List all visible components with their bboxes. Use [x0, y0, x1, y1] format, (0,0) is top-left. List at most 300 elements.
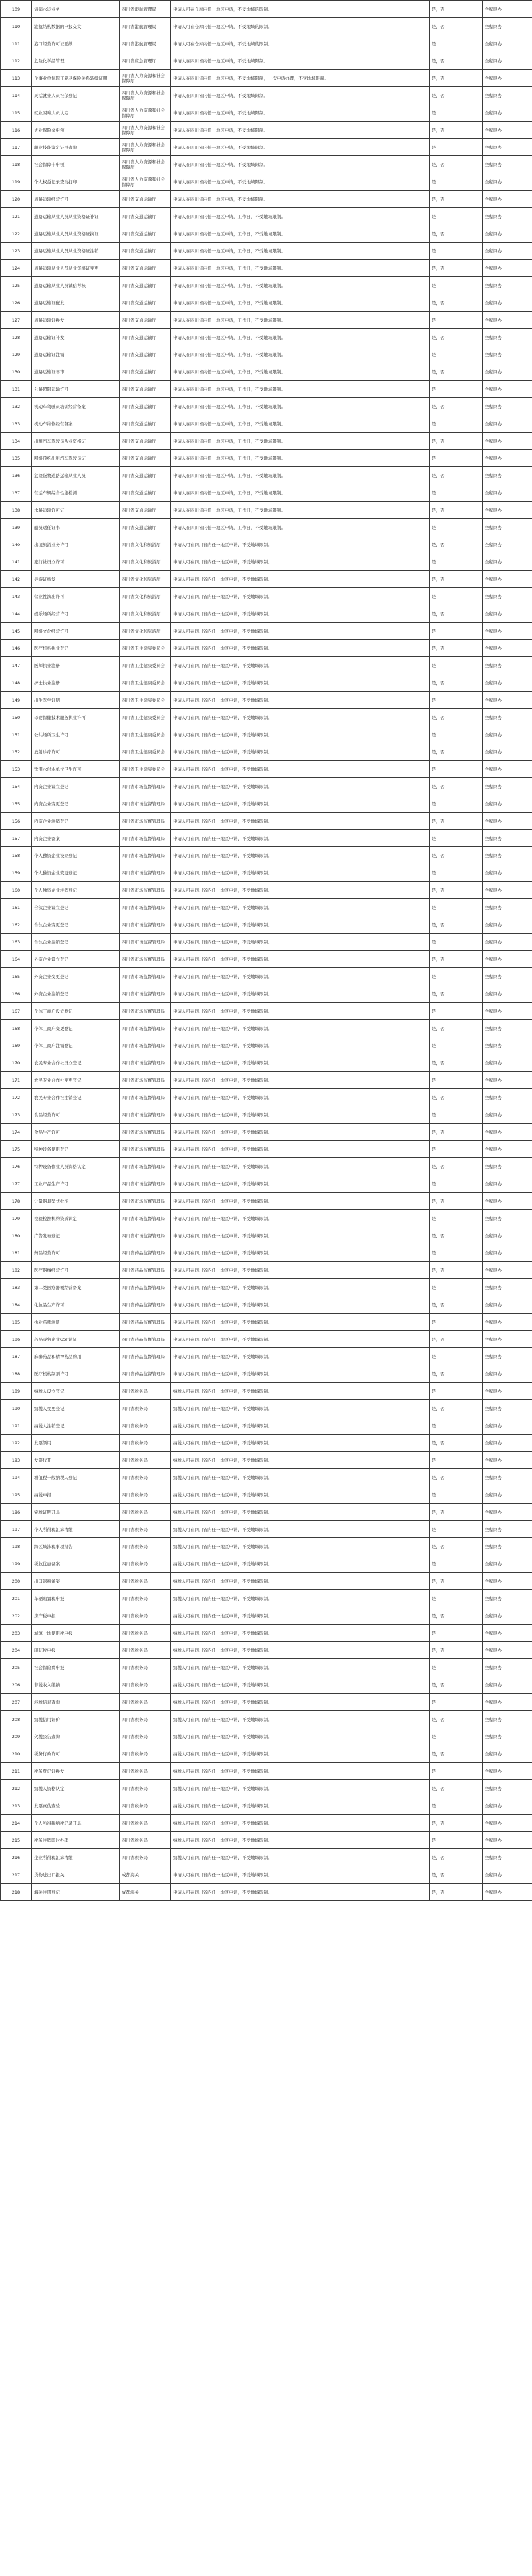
table-cell-empty: [368, 363, 430, 381]
table-cell-scope: 是: [430, 1417, 483, 1435]
table-cell-empty: [368, 1365, 430, 1383]
table-cell-req: 申请人可在四川省内任一地区申请，不受地域限制。: [171, 1279, 368, 1296]
table-cell-item: 道路运输从业人员从业资格证注销: [32, 243, 120, 260]
table-cell-empty: [368, 1711, 430, 1728]
table-row: [1, 1573, 532, 1590]
table-cell-no: 118: [1, 156, 32, 173]
table-cell-dept: 四川省税务局: [120, 1745, 171, 1763]
table-cell-item: 海关注册登记: [32, 1884, 120, 1901]
table-cell-no: 216: [1, 1849, 32, 1866]
table-cell-req: 申请人在四川省内任一地区申请，工作日，不受地域限制。: [171, 433, 368, 450]
table-cell-time: 全程网办: [483, 536, 532, 553]
table-cell-no: 185: [1, 1314, 32, 1331]
table-cell-no: 202: [1, 1607, 32, 1625]
table-cell-no: 209: [1, 1728, 32, 1745]
table-cell-req: 申请人在四川省内任一地区申请，工作日，不受地域限制。: [171, 312, 368, 329]
table-cell-dept: 四川省市场监督管理局: [120, 1158, 171, 1175]
table-cell-time: 全程网办: [483, 899, 532, 916]
table-cell-time: 全程网办: [483, 260, 532, 277]
table-cell-dept: 四川省市场监督管理局: [120, 847, 171, 864]
table-cell-dept: 四川省应急管理厅: [120, 52, 171, 70]
table-row: [1, 1054, 532, 1072]
table-cell-item: 公共场所卫生许可: [32, 726, 120, 743]
table-cell-no: 159: [1, 864, 32, 882]
table-cell-req: 申请人可在四川省内任一地区申请，不受地域限制。: [171, 1054, 368, 1072]
table-cell-dept: 四川省卫生健康委员会: [120, 674, 171, 692]
table-cell-req: 申请人可在四川省内任一地区申请，不受地域限制。: [171, 553, 368, 571]
table-cell-time: 全程网办: [483, 312, 532, 329]
table-cell-no: 130: [1, 363, 32, 381]
table-cell-req: 申请人在四川省内任一地区申请，不受地域限制。: [171, 156, 368, 173]
table-cell-no: 170: [1, 1054, 32, 1072]
table-cell-no: 203: [1, 1625, 32, 1642]
table-cell-empty: [368, 951, 430, 968]
table-cell-req: 申请人可在四川省内任一地区申请，不受地域限制。: [171, 1331, 368, 1348]
table-cell-req: 申请人在四川省内任一地区申请，工作日，不受地域限制。: [171, 346, 368, 363]
table-row: [1, 1037, 532, 1054]
table-cell-dept: 四川省税务局: [120, 1797, 171, 1815]
table-cell-time: 全程网办: [483, 1849, 532, 1866]
table-row: [1, 467, 532, 484]
table-cell-dept: 四川省市场监督管理局: [120, 830, 171, 847]
table-cell-dept: 四川省卫生健康委员会: [120, 657, 171, 674]
table-row: [1, 1745, 532, 1763]
table-cell-empty: [368, 104, 430, 122]
table-cell-req: 申请人在四川省内任一地区申请，工作日，不受地域限制。: [171, 467, 368, 484]
table-cell-req: 申请人在四川省内任一地区申请，工作日，不受地域限制。: [171, 260, 368, 277]
table-cell-dept: 成都海关: [120, 1866, 171, 1884]
table-cell-dept: 四川省文化和旅游厅: [120, 588, 171, 605]
table-cell-no: 184: [1, 1296, 32, 1314]
table-cell-time: 全程网办: [483, 1486, 532, 1504]
table-cell-empty: [368, 899, 430, 916]
table-row: [1, 1607, 532, 1625]
table-cell-req: 申请人可在四川省内任一地区申请，不受地域限制。: [171, 726, 368, 743]
table-row: [1, 1866, 532, 1884]
table-cell-scope: 是，否: [430, 674, 483, 692]
table-row: [1, 1797, 532, 1815]
table-cell-item: 船员适任证书: [32, 519, 120, 536]
table-row: [1, 1417, 532, 1435]
table-cell-dept: 四川省交通运输厅: [120, 398, 171, 415]
table-cell-dept: 四川省人力资源和社会保障厅: [120, 173, 171, 191]
table-cell-item: 道路运输证补发: [32, 329, 120, 346]
table-cell-no: 128: [1, 329, 32, 346]
table-cell-req: 申请人可在四川省内任一地区申请，不受地域限制。: [171, 657, 368, 674]
table-cell-scope: 是: [430, 208, 483, 225]
table-cell-empty: [368, 1849, 430, 1866]
table-cell-scope: 是: [430, 1279, 483, 1296]
table-cell-req: 申请人可在四川省内任一地区申请，不受地域限制。: [171, 1884, 368, 1901]
table-cell-dept: 四川省税务局: [120, 1538, 171, 1555]
table-cell-time: 全程网办: [483, 1383, 532, 1400]
table-cell-empty: [368, 433, 430, 450]
table-cell-req: 申请人可在四川省内任一地区申请，不受地域限制。: [171, 1348, 368, 1365]
table-cell-scope: 是，否: [430, 329, 483, 346]
table-cell-req: 申请人在四川省内任一地区申请，不受地域限制，一次申请办理，不受地域限制。: [171, 70, 368, 87]
table-cell-scope: 是，否: [430, 1884, 483, 1901]
table-cell-time: 全程网办: [483, 1279, 532, 1296]
table-cell-item: 道路运输从业人员从业资格证补证: [32, 208, 120, 225]
table-cell-item: 出境旅游业务许可: [32, 536, 120, 553]
table-cell-empty: [368, 571, 430, 588]
table-cell-empty: [368, 277, 430, 294]
table-cell-scope: 是，否: [430, 536, 483, 553]
table-cell-scope: 是: [430, 1210, 483, 1227]
table-cell-req: 申请人在四川省内任一地区申请，工作日，不受地域限制。: [171, 277, 368, 294]
table-row: [1, 588, 532, 605]
table-cell-empty: [368, 191, 430, 208]
table-cell-scope: 是: [430, 1832, 483, 1849]
table-cell-dept: 四川省人力资源和社会保障厅: [120, 104, 171, 122]
table-cell-scope: 是，否: [430, 1089, 483, 1106]
table-cell-dept: 四川省税务局: [120, 1642, 171, 1659]
table-cell-empty: [368, 35, 430, 52]
table-cell-scope: 是，否: [430, 1504, 483, 1521]
table-row: [1, 761, 532, 778]
table-cell-scope: 是: [430, 1072, 483, 1089]
table-cell-item: 外资企业设立登记: [32, 951, 120, 968]
table-cell-req: 申请人可在四川省内任一地区申请，不受地域限制。: [171, 1314, 368, 1331]
table-cell-dept: 四川省税务局: [120, 1400, 171, 1417]
table-row: [1, 1383, 532, 1400]
table-cell-no: 117: [1, 139, 32, 156]
table-cell-no: 144: [1, 605, 32, 623]
table-row: [1, 346, 532, 363]
table-cell-req: 申请人在四川省内任一地区申请，工作日，不受地域限制。: [171, 329, 368, 346]
table-cell-scope: 是，否: [430, 1054, 483, 1072]
table-cell-dept: 四川省税务局: [120, 1607, 171, 1625]
table-row: [1, 294, 532, 312]
table-cell-no: 150: [1, 709, 32, 726]
table-cell-scope: 是: [430, 519, 483, 536]
table-row: [1, 951, 532, 968]
table-cell-no: 218: [1, 1884, 32, 1901]
table-cell-dept: 四川省税务局: [120, 1469, 171, 1486]
table-cell-time: 全程网办: [483, 657, 532, 674]
table-cell-empty: [368, 1745, 430, 1763]
table-row: [1, 1314, 532, 1331]
table-cell-empty: [368, 813, 430, 830]
table-cell-req: 纳税人可在四川省内任一地区申请，不受地域限制。: [171, 1590, 368, 1607]
table-cell-scope: 是，否: [430, 1296, 483, 1314]
table-cell-req: 申请人在四川省内任一地区申请，不受地域限制。: [171, 122, 368, 139]
table-cell-req: 申请人可在四川省内任一地区申请，不受地域限制。: [171, 1141, 368, 1158]
table-cell-scope: 是: [430, 1452, 483, 1469]
table-cell-scope: 是，否: [430, 1262, 483, 1279]
table-cell-item: 危险货物道路运输从业人员: [32, 467, 120, 484]
table-cell-no: 177: [1, 1175, 32, 1193]
table-cell-time: 全程网办: [483, 1694, 532, 1711]
table-cell-dept: 四川省市场监督管理局: [120, 795, 171, 813]
table-cell-no: 176: [1, 1158, 32, 1175]
table-cell-no: 180: [1, 1227, 32, 1244]
table-row: [1, 122, 532, 139]
table-cell-time: 全程网办: [483, 1728, 532, 1745]
table-cell-time: 全程网办: [483, 1866, 532, 1884]
table-cell-dept: 四川省税务局: [120, 1711, 171, 1728]
table-cell-scope: 是，否: [430, 398, 483, 415]
table-row: [1, 1365, 532, 1383]
table-cell-no: 194: [1, 1469, 32, 1486]
table-cell-time: 全程网办: [483, 294, 532, 312]
table-row: [1, 18, 532, 35]
table-cell-scope: 是: [430, 1244, 483, 1262]
table-cell-scope: 是，否: [430, 1020, 483, 1037]
table-cell-scope: 是: [430, 1521, 483, 1538]
table-row: [1, 433, 532, 450]
table-cell-time: 全程网办: [483, 1003, 532, 1020]
table-cell-empty: [368, 916, 430, 934]
table-cell-scope: 是: [430, 1555, 483, 1573]
table-row: [1, 502, 532, 519]
table-cell-time: 全程网办: [483, 1555, 532, 1573]
table-row: [1, 1849, 532, 1866]
table-cell-scope: 是，否: [430, 605, 483, 623]
table-cell-item: 道路运输证注销: [32, 346, 120, 363]
table-cell-scope: 是，否: [430, 847, 483, 864]
table-cell-no: 181: [1, 1244, 32, 1262]
table-cell-empty: [368, 1383, 430, 1400]
table-cell-scope: 是，否: [430, 502, 483, 519]
table-cell-no: 212: [1, 1780, 32, 1797]
table-cell-empty: [368, 1797, 430, 1815]
table-cell-scope: 是: [430, 139, 483, 156]
table-cell-scope: 是，否: [430, 225, 483, 243]
table-cell-scope: 是: [430, 761, 483, 778]
table-row: [1, 605, 532, 623]
table-cell-empty: [368, 1538, 430, 1555]
table-cell-req: 申请人可在四川省内任一地区申请，不受地域限制。: [171, 985, 368, 1003]
table-cell-scope: 是，否: [430, 1227, 483, 1244]
table-cell-req: 申请人可在四川省内任一地区申请，不受地域限制。: [171, 813, 368, 830]
table-cell-no: 163: [1, 934, 32, 951]
table-body: [1, 1, 532, 1901]
table-cell-req: 纳税人可在四川省内任一地区申请，不受地域限制。: [171, 1521, 368, 1538]
table-row: [1, 1728, 532, 1745]
table-cell-empty: [368, 882, 430, 899]
table-row: [1, 726, 532, 743]
table-cell-empty: [368, 87, 430, 104]
table-cell-req: 纳税人可在四川省内任一地区申请，不受地域限制。: [171, 1504, 368, 1521]
table-cell-dept: 四川省市场监督管理局: [120, 882, 171, 899]
table-row: [1, 1452, 532, 1469]
table-cell-item: 外资企业变更登记: [32, 968, 120, 985]
table-cell-item: 第二类医疗器械经营备案: [32, 1279, 120, 1296]
table-cell-no: 178: [1, 1193, 32, 1210]
table-cell-time: 全程网办: [483, 225, 532, 243]
table-row: [1, 1435, 532, 1452]
table-cell-scope: 是，否: [430, 1435, 483, 1452]
table-cell-dept: 四川省人力资源和社会保障厅: [120, 87, 171, 104]
table-cell-time: 全程网办: [483, 709, 532, 726]
table-row: [1, 277, 532, 294]
table-cell-dept: 四川省交通运输厅: [120, 363, 171, 381]
table-cell-no: 155: [1, 795, 32, 813]
table-cell-no: 190: [1, 1400, 32, 1417]
table-cell-req: 申请人可在四川省内任一地区申请，不受地域限制。: [171, 1037, 368, 1054]
table-cell-scope: 是: [430, 1314, 483, 1331]
table-cell-time: 全程网办: [483, 467, 532, 484]
table-row: [1, 553, 532, 571]
table-cell-item: 道路运输从业人员诚信考核: [32, 277, 120, 294]
table-cell-empty: [368, 795, 430, 813]
table-cell-item: 个人所得税汇算清缴: [32, 1521, 120, 1538]
table-cell-time: 全程网办: [483, 1763, 532, 1780]
table-cell-empty: [368, 1106, 430, 1124]
table-cell-item: 纳税申报: [32, 1486, 120, 1504]
table-row: [1, 1348, 532, 1365]
table-row: [1, 1262, 532, 1279]
table-cell-req: 纳税人可在四川省内任一地区申请，不受地域限制。: [171, 1780, 368, 1797]
table-cell-time: 全程网办: [483, 1262, 532, 1279]
table-cell-empty: [368, 588, 430, 605]
table-cell-time: 全程网办: [483, 208, 532, 225]
table-cell-dept: 四川省市场监督管理局: [120, 951, 171, 968]
table-cell-scope: 是，否: [430, 1745, 483, 1763]
table-cell-time: 全程网办: [483, 519, 532, 536]
table-cell-no: 162: [1, 916, 32, 934]
table-row: [1, 1676, 532, 1694]
table-cell-dept: 四川省药品监督管理局: [120, 1296, 171, 1314]
table-row: [1, 968, 532, 985]
table-cell-time: 全程网办: [483, 1158, 532, 1175]
table-cell-no: 146: [1, 640, 32, 657]
table-cell-empty: [368, 1607, 430, 1625]
table-cell-time: 全程网办: [483, 951, 532, 968]
table-cell-item: 道路运输证配发: [32, 294, 120, 312]
table-cell-dept: 四川省人力资源和社会保障厅: [120, 139, 171, 156]
table-cell-req: 申请人在四川省内任一地区申请，工作日，不受地域限制。: [171, 381, 368, 398]
table-cell-item: 就业困难人员认定: [32, 104, 120, 122]
table-cell-req: 纳税人可在四川省内任一地区申请，不受地域限制。: [171, 1625, 368, 1642]
table-cell-req: 申请人可在四川省内任一地区申请，不受地域限制。: [171, 1262, 368, 1279]
table-row: [1, 1625, 532, 1642]
table-cell-no: 213: [1, 1797, 32, 1815]
table-cell-empty: [368, 1763, 430, 1780]
table-cell-scope: 是，否: [430, 1573, 483, 1590]
table-row: [1, 899, 532, 916]
table-cell-no: 151: [1, 726, 32, 743]
table-cell-empty: [368, 1884, 430, 1901]
table-cell-empty: [368, 1054, 430, 1072]
table-cell-empty: [368, 1521, 430, 1538]
table-cell-req: 申请人在四川省内任一地区申请，工作日，不受地域限制。: [171, 225, 368, 243]
table-cell-time: 全程网办: [483, 502, 532, 519]
table-cell-no: 167: [1, 1003, 32, 1020]
table-cell-req: 申请人可在四川省内任一地区申请，不受地域限制。: [171, 1124, 368, 1141]
table-cell-empty: [368, 1573, 430, 1590]
table-cell-item: 港口经营许可证延续: [32, 35, 120, 52]
table-cell-empty: [368, 1141, 430, 1158]
table-cell-empty: [368, 139, 430, 156]
table-cell-item: 个人独资企业设立登记: [32, 847, 120, 864]
table-cell-time: 全程网办: [483, 1037, 532, 1054]
table-cell-empty: [368, 605, 430, 623]
table-cell-req: 申请人可在四川省内任一地区申请，不受地域限制。: [171, 864, 368, 882]
table-cell-empty: [368, 122, 430, 139]
table-cell-empty: [368, 1815, 430, 1832]
table-cell-time: 全程网办: [483, 1780, 532, 1797]
table-cell-item: 道路运输证换发: [32, 312, 120, 329]
table-row: [1, 1279, 532, 1296]
table-cell-item: 外资企业注销登记: [32, 985, 120, 1003]
table-cell-empty: [368, 1642, 430, 1659]
table-cell-req: 申请人可在四川省内任一地区申请，不受地域限制。: [171, 761, 368, 778]
table-cell-item: 营业性演出许可: [32, 588, 120, 605]
table-cell-scope: 是，否: [430, 1815, 483, 1832]
table-cell-scope: 是: [430, 588, 483, 605]
table-cell-empty: [368, 294, 430, 312]
table-cell-dept: 四川省文化和旅游厅: [120, 571, 171, 588]
table-cell-scope: 是: [430, 1797, 483, 1815]
table-cell-dept: 四川省交通运输厅: [120, 415, 171, 433]
table-cell-empty: [368, 847, 430, 864]
table-cell-req: 申请人可在四川省内任一地区申请，不受地域限制。: [171, 1210, 368, 1227]
table-cell-dept: 四川省税务局: [120, 1815, 171, 1832]
table-cell-scope: 是，否: [430, 1538, 483, 1555]
table-cell-empty: [368, 1210, 430, 1227]
table-cell-no: 133: [1, 415, 32, 433]
table-cell-no: 154: [1, 778, 32, 795]
table-cell-item: 网络预约出租汽车驾驶员证: [32, 450, 120, 467]
table-cell-req: 申请人可在四川省内任一地区申请，不受地域限制。: [171, 709, 368, 726]
table-cell-req: 纳税人可在四川省内任一地区申请，不受地域限制。: [171, 1400, 368, 1417]
table-cell-empty: [368, 1590, 430, 1607]
table-cell-req: 申请人可在四川省内任一地区申请，不受地域限制。: [171, 847, 368, 864]
table-cell-scope: 是: [430, 1348, 483, 1365]
table-cell-dept: 四川省税务局: [120, 1504, 171, 1521]
table-cell-item: 道路运输证年审: [32, 363, 120, 381]
table-cell-dept: 四川省税务局: [120, 1849, 171, 1866]
table-cell-req: 申请人可在仓库内任一地区申请，不受地域的限制。: [171, 1, 368, 18]
table-cell-item: 出口退税备案: [32, 1573, 120, 1590]
table-cell-empty: [368, 173, 430, 191]
table-cell-no: 140: [1, 536, 32, 553]
table-row: [1, 1106, 532, 1124]
table-cell-dept: 四川省税务局: [120, 1486, 171, 1504]
table-cell-no: 160: [1, 882, 32, 899]
table-cell-empty: [368, 1469, 430, 1486]
table-cell-time: 全程网办: [483, 1625, 532, 1642]
table-cell-item: 个体工商户变更登记: [32, 1020, 120, 1037]
table-cell-empty: [368, 1625, 430, 1642]
table-cell-no: 215: [1, 1832, 32, 1849]
table-cell-time: 全程网办: [483, 1348, 532, 1365]
table-cell-item: 网络文化经营许可: [32, 623, 120, 640]
table-cell-empty: [368, 467, 430, 484]
table-cell-scope: 是: [430, 1175, 483, 1193]
table-row: [1, 795, 532, 813]
table-row: [1, 87, 532, 104]
table-cell-scope: 是: [430, 795, 483, 813]
table-cell-item: 计量器具型式批准: [32, 1193, 120, 1210]
table-cell-dept: 四川省市场监督管理局: [120, 1054, 171, 1072]
table-cell-empty: [368, 1417, 430, 1435]
table-cell-time: 全程网办: [483, 1089, 532, 1106]
table-cell-time: 全程网办: [483, 1884, 532, 1901]
table-cell-item: 纳税信用评价: [32, 1711, 120, 1728]
table-cell-req: 申请人可在仓库内任一地区申请，不受地域的限制。: [171, 18, 368, 35]
table-cell-no: 156: [1, 813, 32, 830]
table-cell-time: 全程网办: [483, 433, 532, 450]
table-cell-req: 纳税人可在四川省内任一地区申请，不受地域限制。: [171, 1469, 368, 1486]
table-cell-dept: 四川省人力资源和社会保障厅: [120, 122, 171, 139]
table-row: [1, 139, 532, 156]
table-cell-req: 申请人可在四川省内任一地区申请，不受地域限制。: [171, 1158, 368, 1175]
table-cell-scope: 是: [430, 1763, 483, 1780]
table-cell-scope: 是，否: [430, 363, 483, 381]
